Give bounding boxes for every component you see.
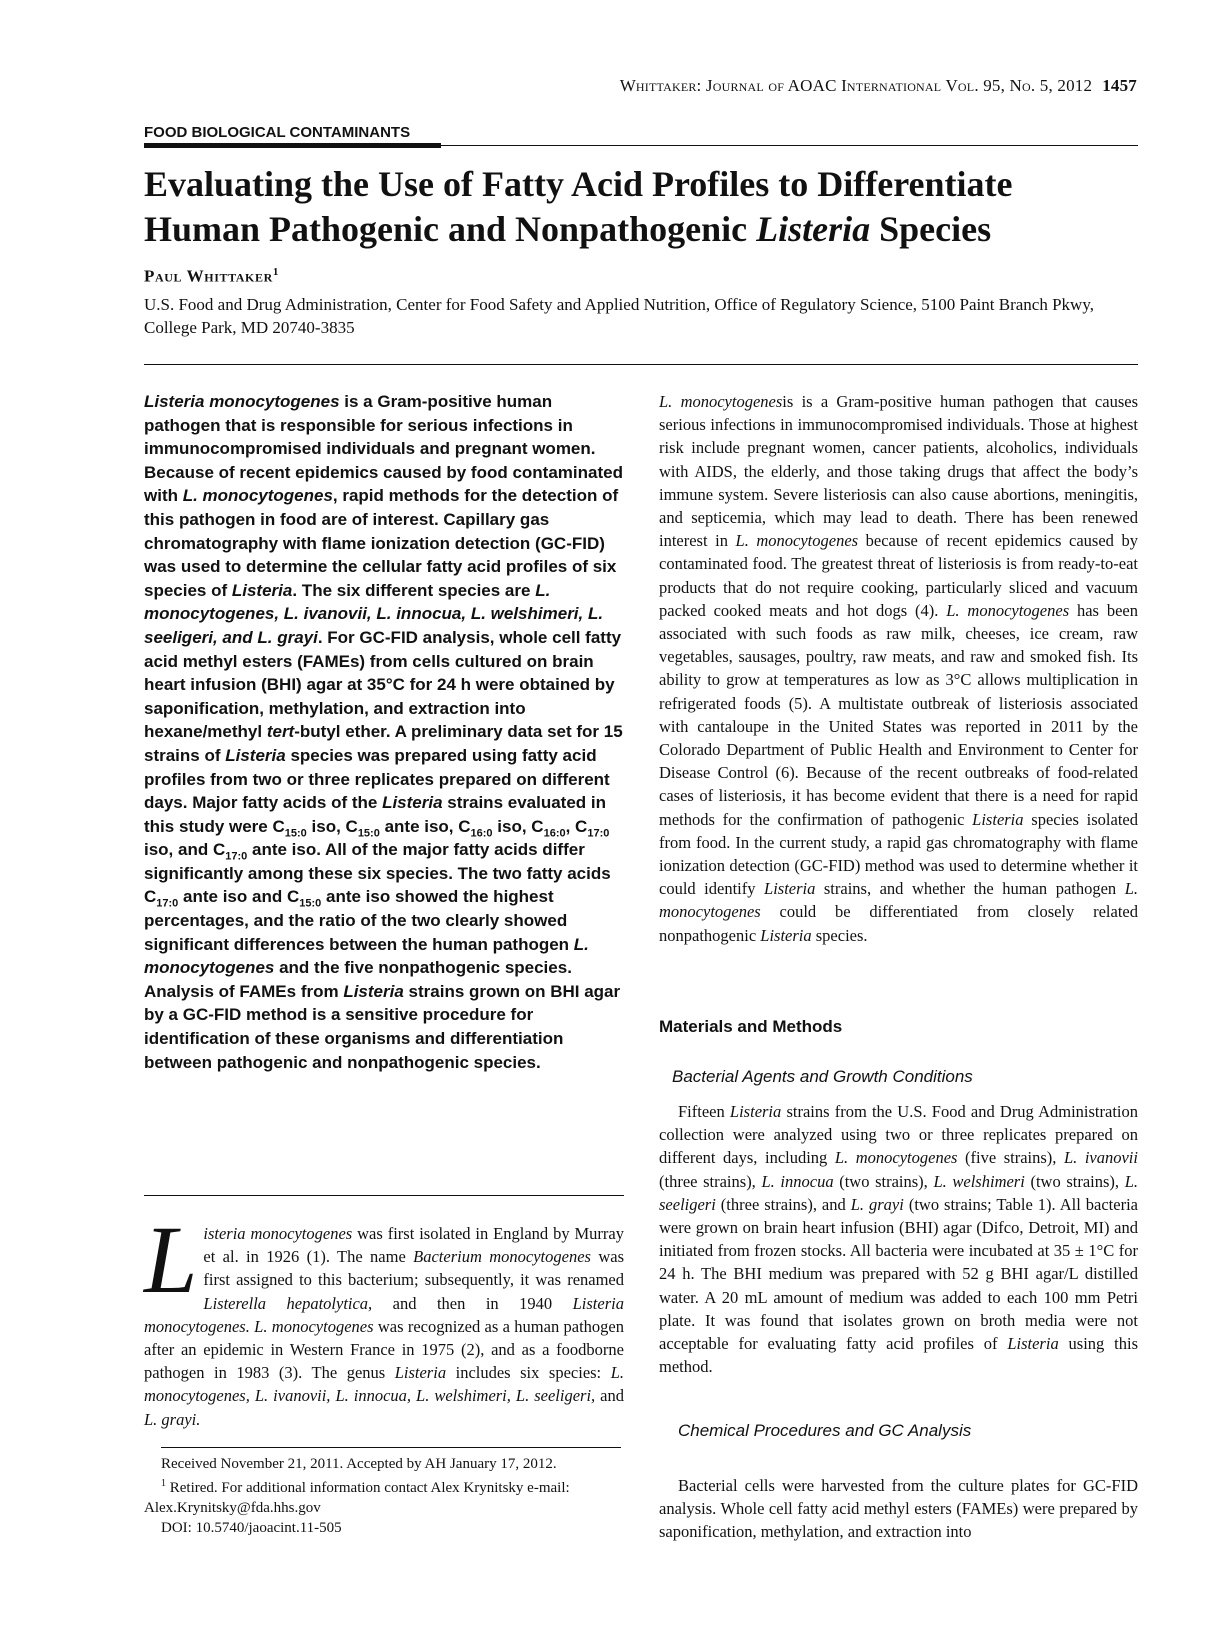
author-name: Paul Whittaker$^1$ <box>144 266 279 286</box>
footnote-divider <box>161 1447 621 1448</box>
footnote-received: Received November 21, 2011. Accepted by AH January 17, 2012. <box>161 1456 557 1472</box>
subheading-bacterial-agents: Bacterial Agents and Growth Conditions <box>672 1067 973 1086</box>
abstract: Listeria monocytogenes is a Gram-positive human pathogen that is responsible for serious infections in immunocompromised individuals and pregnant women. Because of recent epidemics caused by food contaminated with L. monocytogenes, rapid methods for the detection of this pathogen in food are of interest. Capillary gas chromatography with flame ionization detection (GC-FID) was used to determine the cellular fatty acid profiles of six species of Listeria. The six different species are L. monocytogenes, L. ivanovii, L. innocua, L. welshimeri, L. seeligeri, and L. grayi. For GC-FID analysis, whole cell fatty acid methyl esters (FAMEs) from cells cultured on brain heart infusion (BHI) agar at 35°C for 24 h were obtained by saponification, methylation, and extraction into hexane/methyl tert-butyl ether. A preliminary data set for 15 strains of Listeria species was prepared using fatty acid profiles from two or three replicates prepared on different days. Major fatty acids of the Listeria strains evaluated in this study were $C_{15:0}$ iso, $C_{15:0}$ ante iso, $C_{16:0}$ iso, $C_{16:0}$, $C_{17:0}$ iso, and $C_{17:0}$ ante iso. All of the major fatty acids differ significantly among these six species. The two fatty acids $C_{17:0}$ ante iso and $C_{15:0}$ ante iso showed the highest percentages, and the ratio of the two clearly showed significant differences between the human pathogen L. monocytogenes and the five nonpathogenic species. Analysis of FAMEs from Listeria strains grown on BHI agar by a GC-FID method is a sensitive procedure for identification of these organisms and differentiation between pathogenic and nonpathogenic species. <box>144 392 623 1072</box>
footnote-doi: DOI: 10.5740/jaoacint.11-505 <box>161 1520 342 1536</box>
right-paragraph-3: Bacterial cells were harvested from the culture plates for GC-FID analysis. Whole cell fatty acid methyl esters (FAMEs) were prepared by saponification, methylation, and extraction into <box>659 1476 1138 1542</box>
drop-cap: L <box>144 1206 198 1313</box>
abstract-divider <box>144 1195 624 1196</box>
section-rule-thick <box>144 143 441 148</box>
journal-citation: Whittaker: Journal of AOAC International Vol. 95, No. 5, 2012 <box>619 76 1093 95</box>
article-title: Evaluating the Use of Fatty Acid Profiles to Differentiate Human Pathogenic and Nonpathogenic Listeria Species <box>144 164 1013 249</box>
footnotes <box>144 1454 624 1538</box>
section-rule-thin <box>441 145 1138 146</box>
page-number: 1457 <box>1102 76 1137 95</box>
running-header <box>140 76 1137 96</box>
header-divider <box>144 364 1138 365</box>
author-affiliation: U.S. Food and Drug Administration, Center for Food Safety and Applied Nutrition, Office of Regulatory Science, 5100 Paint Branch Pkwy, College Park, MD 20740-3835 <box>144 295 1094 337</box>
section-label: FOOD BIOLOGICAL CONTAMINANTS <box>144 124 411 141</box>
subheading-chemical-procedures: Chemical Procedures and GC Analysis <box>678 1421 972 1440</box>
right-paragraph-2: Fifteen Listeria strains from the U.S. Food and Drug Administration collection were analyzed using two or three replicates prepared on different days, including L. monocytogenes (five strains), L. ivanovii (three strains), L. innocua (two strains), L. welshimeri (two strains), L. seeligeri (three strains), and L. grayi (two strains; Table 1). All bacteria were grown on brain heart infusion (BHI) agar (Difco, Detroit, MI) and initiated from frozen stocks. All bacteria were incubated at 35 ± 1°C for 24 h. The BHI medium was prepared with 52 g BHI agar/L distilled water. A 20 mL amount of medium was added to each 100 mm Petri plate. It was found that isolates grown on broth media were not acceptable for evaluating fatty acid profiles of Listeria using this method. <box>659 1102 1138 1377</box>
introduction: Listeria monocytogenes was first isolated in England by Murray et al. in 1926 (1). The name Bacterium monocytogenes was first assigned to this bacterium; subsequently, it was renamed Listerella hepatolytica, and then in 1940 Listeria monocytogenes. L. monocytogenes was recognized as a human pathogen after an epidemic in Western France in 1975 (2), and as a foodborne pathogen in 1983 (3). The genus Listeria includes six species: L. monocytogenes, L. ivanovii, L. innocua, L. welshimeri, L. seeligeri, and L. grayi. <box>144 1206 625 1429</box>
right-paragraph-1: L. monocytogenesis is a Gram-positive human pathogen that causes serious infections in immunocompromised individuals. Those at highest risk include pregnant women, cancer patients, alcoholics, individuals with AIDS, the elderly, and those taking drugs that affect the body’s immune system. Severe listeriosis can also cause abortions, meningitis, and septicemia, which may lead to death. There has been renewed interest in L. monocytogenes because of recent epidemics caused by contaminated food. The greatest threat of listeriosis is from ready-to-eat products that do not require cooking, particularly sliced and vacuum packed cooked meats and hot dogs (4). L. monocytogenes has been associated with such foods as raw milk, cheeses, ice cream, raw vegetables, sausages, poultry, raw meats, and raw and smoked fish. Its ability to grow at temperatures as low as 3°C allows multiplication in refrigerated foods (5). A multistate outbreak of listeriosis associated with cantaloupe in the United States was reported in 2011 by the Colorado Department of Public Health and Environment to Center for Disease Control (6). Because of the recent outbreaks of food-related cases of listeriosis, it has become evident that there is a need for rapid methods for the confirmation of pathogenic Listeria species isolated from food. In the current study, a rapid gas chromatography with flame ionization detection (GC-FID) method was used to determine whether it could identify Listeria strains, and whether the human pathogen L. monocytogenes could be differentiated from closely related nonpathogenic Listeria species. <box>659 392 1139 945</box>
footnote-retired: $^1$ Retired. For additional information contact Alex Krynitsky e-mail: Alex.Krynitsky@fda.hhs.gov <box>144 1478 570 1516</box>
heading-materials-methods: Materials and Methods <box>659 1017 843 1036</box>
